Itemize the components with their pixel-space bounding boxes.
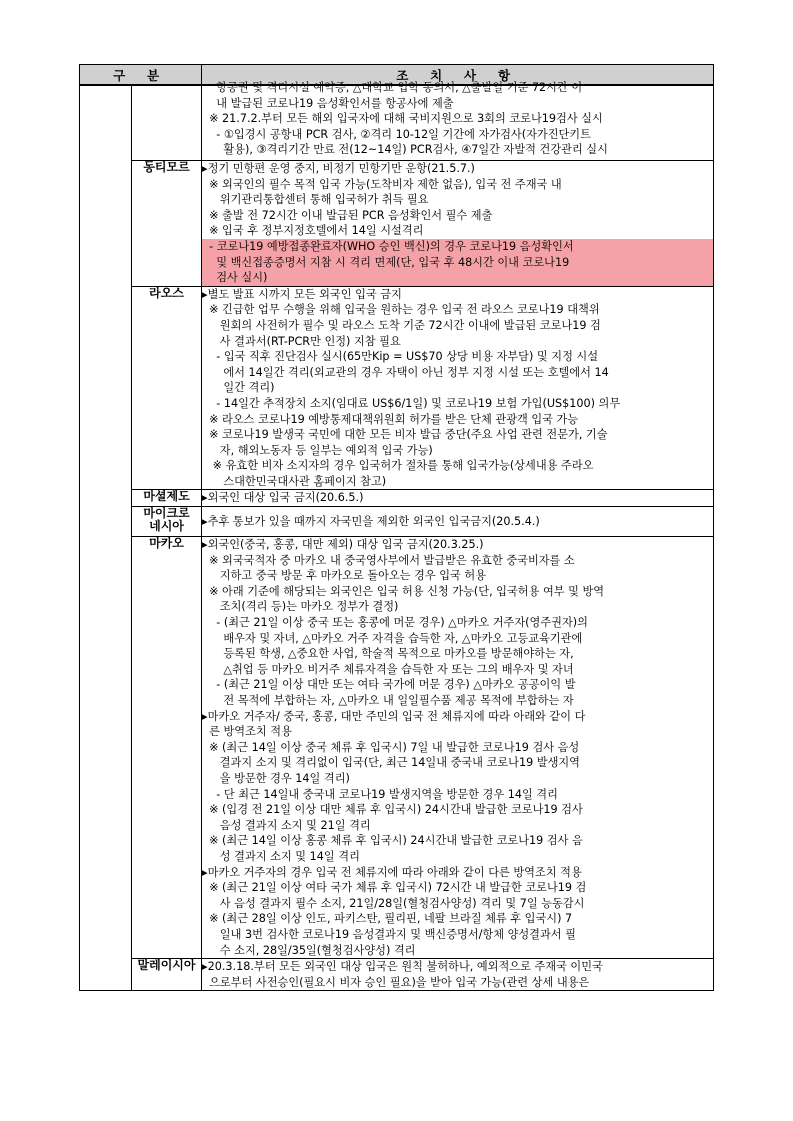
text-line: 성 결과지 소지 및 14일 격리 (202, 849, 360, 863)
text-line: ※ (최근 14일 이상 중국 체류 후 입국시) 7일 내 발급한 코로나19 검사 음성 (202, 740, 580, 754)
region-column (80, 85, 132, 991)
text-line: ※ 라오스 코로나19 예방통제대책위원회 허가를 받은 단체 관광객 입국 가능 (202, 412, 579, 426)
timor-highlight-lines (202, 239, 713, 286)
text-line: 스대한민국대사관 홈페이지 참고) (202, 474, 387, 488)
micronesia-content (202, 507, 714, 537)
micronesia-name-line2: 네시아 (149, 519, 184, 534)
measures-table-sheet (79, 64, 714, 1074)
text-line: ※ 외국국적자 중 마카오 내 중국영사부에서 발급받은 유효한 중국비자를 소 (202, 553, 575, 567)
row-marshall (80, 490, 714, 507)
laos-content (202, 286, 714, 490)
text-line: 및 백신접종증명서 지참 시 격리 면제(단, 입국 후 48시간 이내 코로나19 (202, 255, 713, 271)
header-measures: 조 치 사 항 (202, 65, 714, 86)
text-line: 활용), ③격리기간 만료 전(12~14일) PCR검사, ④7일간 자발적 건강관리 실시 (202, 143, 608, 157)
text-line: ※ 긴급한 업무 수행을 위해 입국을 원하는 경우 입국 전 라오스 코로나19 대책위 (202, 303, 600, 317)
text-line: ▸20.3.18.부터 모든 외국인 대상 입국은 원칙 불허하나, 예외적으로 주재국 이민국 (202, 960, 603, 974)
continuation-lines (202, 80, 713, 158)
text-line: 검사 실시) (202, 270, 713, 286)
text-line: ※ 유효한 비자 소지자의 경우 입국허가 절차를 통해 입국가능(상세내용 주라오 (202, 459, 594, 473)
country-name-laos: 라오스 (132, 286, 202, 490)
text-line: 위기관리통합센터 통해 입국허가 취득 필요 (202, 193, 429, 207)
text-line: ▸외국인 대상 입국 금지(20.6.5.) (202, 491, 364, 505)
text-line: - 입국 직후 진단검사 실시(65만Kip = US$70 상당 비용 자부담) 및 지정 시설 (202, 350, 599, 364)
text-line: - (최근 21일 이상 중국 또는 홍콩에 머문 경우) △마카오 거주자(영주권자)의 (202, 616, 588, 630)
text-line: 일내 3번 검사한 코로나19 음성결과지 및 백신증명서/항체 양성결과서 필 (202, 927, 576, 941)
text-line: ※ 아래 기준에 해당되는 외국인은 입국 허용 신청 가능(단, 입국허용 여부 및 방역 (202, 584, 605, 598)
text-line: ※ 출발 전 72시간 이내 발급된 PCR 음성확인서 필수 제출 (202, 208, 493, 222)
macau-lines (202, 537, 713, 958)
text-line: - ①입경시 공항내 PCR 검사, ②격리 10-12일 기간에 자가검사(자가진단키트 (202, 127, 591, 141)
row-micronesia (80, 507, 714, 537)
text-line: 등록된 학생, △중요한 사업, 학술적 목적으로 마카오를 방문해야하는 자, (202, 647, 574, 661)
country-name-malaysia: 말레이시아 (132, 959, 202, 991)
text-line: 배우자 및 자녀, △마카오 거주 자격을 습득한 자, △마카오 고등교육기관에 (202, 631, 583, 645)
marshall-content (202, 490, 714, 507)
text-line: 결과지 소지 및 격리없이 입국(단, 최근 14일내 중국내 코로나19 발생지역 (202, 756, 580, 770)
micronesia-name-line1: 마이크로 (143, 506, 190, 521)
text-line: ※ (최근 21일 이상 여타 국가 체류 후 입국시) 72시간 내 발급한 코로나19 검 (202, 881, 587, 895)
text-line: - (최근 21일 이상 대만 또는 여타 국가에 머문 경우) △마카오 공공이익 발 (202, 678, 576, 692)
text-line: 음성 결과지 소지 및 21일 격리 (202, 818, 371, 832)
text-line: 사 결과서(RT-PCR만 인정) 지참 필요 (202, 334, 401, 348)
macau-content (202, 537, 714, 959)
text-line: 사 음성 결과지 필수 소지, 21일/28일(혈청검사양성) 격리 및 7일 능동감시 (202, 896, 585, 910)
country-name-timor: 동티모르 (132, 161, 202, 287)
text-line: 내 발급된 코로나19 음성확인서를 항공사에 제출 (202, 96, 454, 110)
row-continuation (80, 85, 714, 161)
malaysia-lines (202, 959, 713, 990)
country-name-marshall: 마셜제도 (132, 490, 202, 507)
text-line: - 코로나19 예방접종완료자(WHO 승인 백신)의 경우 코로나19 음성확인서 (202, 239, 713, 255)
country-cell-empty (132, 85, 202, 161)
text-line: - 14일간 추적장치 소지(임대료 US$6/1일) 및 코로나19 보험 가입(US$100) 의무 (202, 396, 621, 410)
text-line: ▸별도 발표 시까지 모든 외국인 입국 금지 (202, 287, 402, 301)
text-line: ▸정기 민항편 운영 중지, 비정기 민항기만 운항(21.5.7.) (202, 162, 475, 175)
text-line: 자, 해외노동자 등 일부는 예외적 입국 가능) (202, 443, 433, 457)
row-malaysia (80, 959, 714, 991)
header-category: 구 분 (80, 65, 202, 86)
text-line: 일간 격리) (202, 381, 275, 395)
text-line: ※ 입국 후 정부지정호텔에서 14일 시설격리 (202, 224, 424, 238)
text-line: 항공권 및 격리시설 예약증, △대학교 입학 동의서, △출발일 기준 72시간 이 (202, 81, 583, 94)
text-line: - 단 최근 14일내 중국내 코로나19 발생지역을 방문한 경우 14일 격리 (202, 787, 558, 801)
text-line: ▸외국인(중국, 홍콩, 대만 제외) 대상 입국 금지(20.3.25.) (202, 538, 484, 552)
malaysia-content (202, 959, 714, 991)
text-line: 수 소지, 28일/35일(혈청검사양성) 격리 (202, 943, 416, 957)
text-line: ※ 외국인의 필수 목적 입국 가능(도착비자 제한 없음), 입국 전 주재국 내 (202, 177, 562, 191)
text-line: 으로부터 사전승인(필요시 비자 승인 필요)을 받아 입국 가능(관련 상세 내용은 (202, 975, 590, 989)
marshall-lines (202, 490, 713, 506)
text-line: 지하고 중국 방문 후 마카오로 돌아오는 경우 입국 허용 (202, 569, 487, 583)
row-macau (80, 537, 714, 959)
text-line: 원회의 사전허가 필수 및 라오스 도착 기준 72시간 이내에 발급된 코로나19 검 (202, 318, 601, 332)
text-line: 조치(격리 등)는 마카오 정부가 결정) (202, 600, 399, 614)
text-line: △취업 등 마카오 비거주 체류자격을 습득한 자 또는 그의 배우자 및 자녀 (202, 662, 574, 676)
row-timor (80, 161, 714, 287)
text-line: ▸마카오 거주자의 경우 입국 전 체류지에 따라 아래와 같이 다른 방역조치 적용 (202, 865, 582, 879)
text-line: 전 목적에 부합하는 자, △마카오 내 일일필수품 제공 목적에 부합하는 자 (202, 694, 574, 707)
country-name-macau: 마카오 (132, 537, 202, 959)
text-line: 을 방문한 경우 14일 격리) (202, 771, 350, 785)
timor-content (202, 161, 714, 287)
text-line: 른 방역조치 적용 (202, 725, 292, 739)
text-line: ▸마카오 거주자/ 중국, 홍콩, 대만 주민의 입국 전 체류지에 따라 아래와 같이 다 (202, 709, 586, 723)
micronesia-lines (202, 514, 713, 530)
text-line: ※ (최근 28일 이상 인도, 파키스탄, 필리핀, 네팔 브라질 체류 후 입국시) 7 (202, 912, 573, 926)
continuation-content (202, 81, 714, 161)
text-line: ※ 코로나19 발생국 국민에 대한 모든 비자 발급 중단(주요 사업 관련 전문가, 기술 (202, 428, 608, 442)
text-line: ▸추후 통보가 있을 때까지 자국민을 제외한 외국인 입국금지(20.5.4.) (202, 514, 540, 528)
row-laos (80, 286, 714, 490)
text-line: 에서 14일간 격리(외교관의 경우 자택이 아닌 정부 지정 시설 또는 호텔에서 14 (202, 365, 609, 379)
laos-lines (202, 287, 713, 490)
text-line: ※ 21.7.2.부터 모든 해외 입국자에 대해 국비지원으로 3회의 코로나19검사 실시 (202, 112, 603, 126)
measures-table (79, 64, 714, 991)
timor-lines (202, 161, 713, 239)
text-line: ※ (최근 14일 이상 홍콩 체류 후 입국시) 24시간내 발급한 코로나19 검사 음 (202, 834, 583, 848)
text-line: ※ (입경 전 21일 이상 대만 체류 후 입국시) 24시간내 발급한 코로나19 검사 (202, 803, 583, 817)
country-name-micronesia (132, 507, 202, 537)
